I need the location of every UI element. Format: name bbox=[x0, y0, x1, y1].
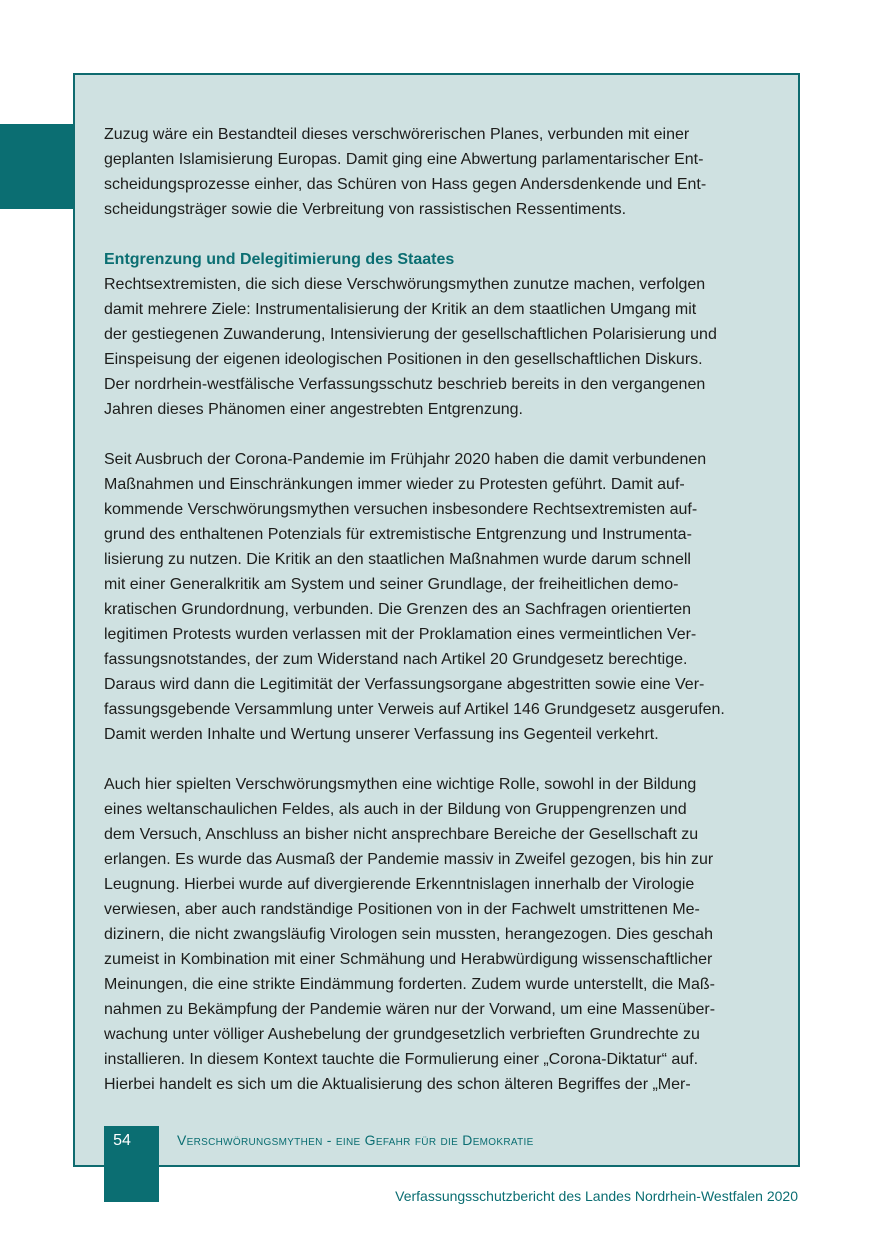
text-line: dem Versuch, Anschluss an bisher nicht ansprechbare Bereiche der Gesellschaft zu bbox=[104, 826, 699, 843]
text-line: damit mehrere Ziele: Instrumentalisierung der Kritik an dem staatlichen Umgang mit bbox=[104, 301, 697, 318]
report-footer: Verfassungsschutzbericht des Landes Nordrhein-Westfalen 2020 bbox=[395, 1188, 798, 1204]
text-line: mit einer Generalkritik am System und seiner Grundlage, der freiheitlichen demo- bbox=[104, 576, 679, 593]
text-line: verwiesen, aber auch randständige Positionen von in der Fachwelt umstrittenen Me- bbox=[104, 901, 700, 918]
text-line: Rechtsextremisten, die sich diese Verschwörungsmythen zunutze machen, verfolgen bbox=[104, 276, 706, 293]
text-line: geplanten Islamisierung Europas. Damit ging eine Abwertung parlamentarischer Ent- bbox=[104, 151, 704, 168]
text-line: scheidungsprozesse einher, das Schüren von Hass gegen Andersdenkende und Ent- bbox=[104, 176, 707, 193]
paragraph-1 bbox=[104, 272, 774, 422]
text-line: Jahren dieses Phänomen einer angestrebten Entgrenzung. bbox=[104, 401, 523, 418]
page-number-block bbox=[104, 1126, 159, 1202]
text-line: zumeist in Kombination mit einer Schmähung und Herabwürdigung wissenschaftlicher bbox=[104, 951, 713, 968]
intro-paragraph bbox=[104, 122, 774, 222]
text-line: Seit Ausbruch der Corona-Pandemie im Frühjahr 2020 haben die damit verbundenen bbox=[104, 451, 707, 468]
text-line: Zuzug wäre ein Bestandteil dieses verschwörerischen Planes, verbunden mit einer bbox=[104, 126, 690, 143]
text-line: fassungsnotstandes, der zum Widerstand nach Artikel 20 Grundgesetz berechtige. bbox=[104, 651, 688, 668]
text-line: Der nordrhein-westfälische Verfassungsschutz beschrieb bereits in den vergangenen bbox=[104, 376, 706, 393]
side-accent-tab bbox=[0, 124, 74, 209]
section-heading: Entgrenzung und Delegitimierung des Staates bbox=[104, 251, 455, 268]
text-line: legitimen Protests wurden verlassen mit der Proklamation eines vermeintlichen Ver- bbox=[104, 626, 697, 643]
text-line: Einspeisung der eigenen ideologischen Positionen in den gesellschaftlichen Diskurs. bbox=[104, 351, 703, 368]
paragraph-2 bbox=[104, 447, 774, 747]
text-line: wachung unter völliger Aushebelung der grundgesetzlich verbrieften Grundrechte zu bbox=[104, 1026, 700, 1043]
text-line: lisierung zu nutzen. Die Kritik an den staatlichen Maßnahmen wurde darum schnell bbox=[104, 551, 691, 568]
text-line: Hierbei handelt es sich um die Aktualisierung des schon älteren Begriffes der „Mer- bbox=[104, 1076, 691, 1093]
text-line: Meinungen, die eine strikte Eindämmung forderten. Zudem wurde unterstellt, die Maß- bbox=[104, 976, 715, 993]
text-line: scheidungsträger sowie die Verbreitung von rassistischen Ressentiments. bbox=[104, 201, 627, 218]
text-line: grund des enthaltenen Potenzials für extremistische Entgrenzung und Instrumenta- bbox=[104, 526, 692, 543]
running-title: Verschwörungsmythen - eine Gefahr für die Demokratie bbox=[177, 1132, 534, 1148]
text-line: Leugnung. Hierbei wurde auf divergierende Erkenntnislagen innerhalb der Virologie bbox=[104, 876, 695, 893]
text-line: nahmen zu Bekämpfung der Pandemie wären nur der Vorwand, um eine Massenüber- bbox=[104, 1001, 716, 1018]
text-line: fassungsgebende Versammlung unter Verweis auf Artikel 146 Grundgesetz ausgerufen. bbox=[104, 701, 725, 718]
text-line: installieren. In diesem Kontext tauchte die Formulierung einer „Corona-Diktatur“ auf. bbox=[104, 1051, 699, 1068]
page-number: 54 bbox=[113, 1132, 131, 1149]
page-content bbox=[104, 122, 774, 1122]
text-line: Maßnahmen und Einschränkungen immer wieder zu Protesten geführt. Damit auf- bbox=[104, 476, 685, 493]
text-line: der gestiegenen Zuwanderung, Intensivierung der gesellschaftlichen Polarisierung und bbox=[104, 326, 717, 343]
text-line: erlangen. Es wurde das Ausmaß der Pandemie massiv in Zweifel gezogen, bis hin zur bbox=[104, 851, 714, 868]
text-line: Daraus wird dann die Legitimität der Verfassungsorgane abgestritten sowie eine Ver- bbox=[104, 676, 705, 693]
text-line: Auch hier spielten Verschwörungsmythen eine wichtige Rolle, sowohl in der Bildung bbox=[104, 776, 697, 793]
text-line: kommende Verschwörungsmythen versuchen insbesondere Rechtsextremisten auf- bbox=[104, 501, 698, 518]
text-line: eines weltanschaulichen Feldes, als auch in der Bildung von Gruppengrenzen und bbox=[104, 801, 687, 818]
text-line: dizinern, die nicht zwangsläufig Virologen sein mussten, herangezogen. Dies geschah bbox=[104, 926, 713, 943]
text-line: Damit werden Inhalte und Wertung unserer Verfassung ins Gegenteil verkehrt. bbox=[104, 726, 659, 743]
text-line: kratischen Grundordnung, verbunden. Die Grenzen des an Sachfragen orientierten bbox=[104, 601, 692, 618]
paragraph-3 bbox=[104, 772, 774, 1097]
